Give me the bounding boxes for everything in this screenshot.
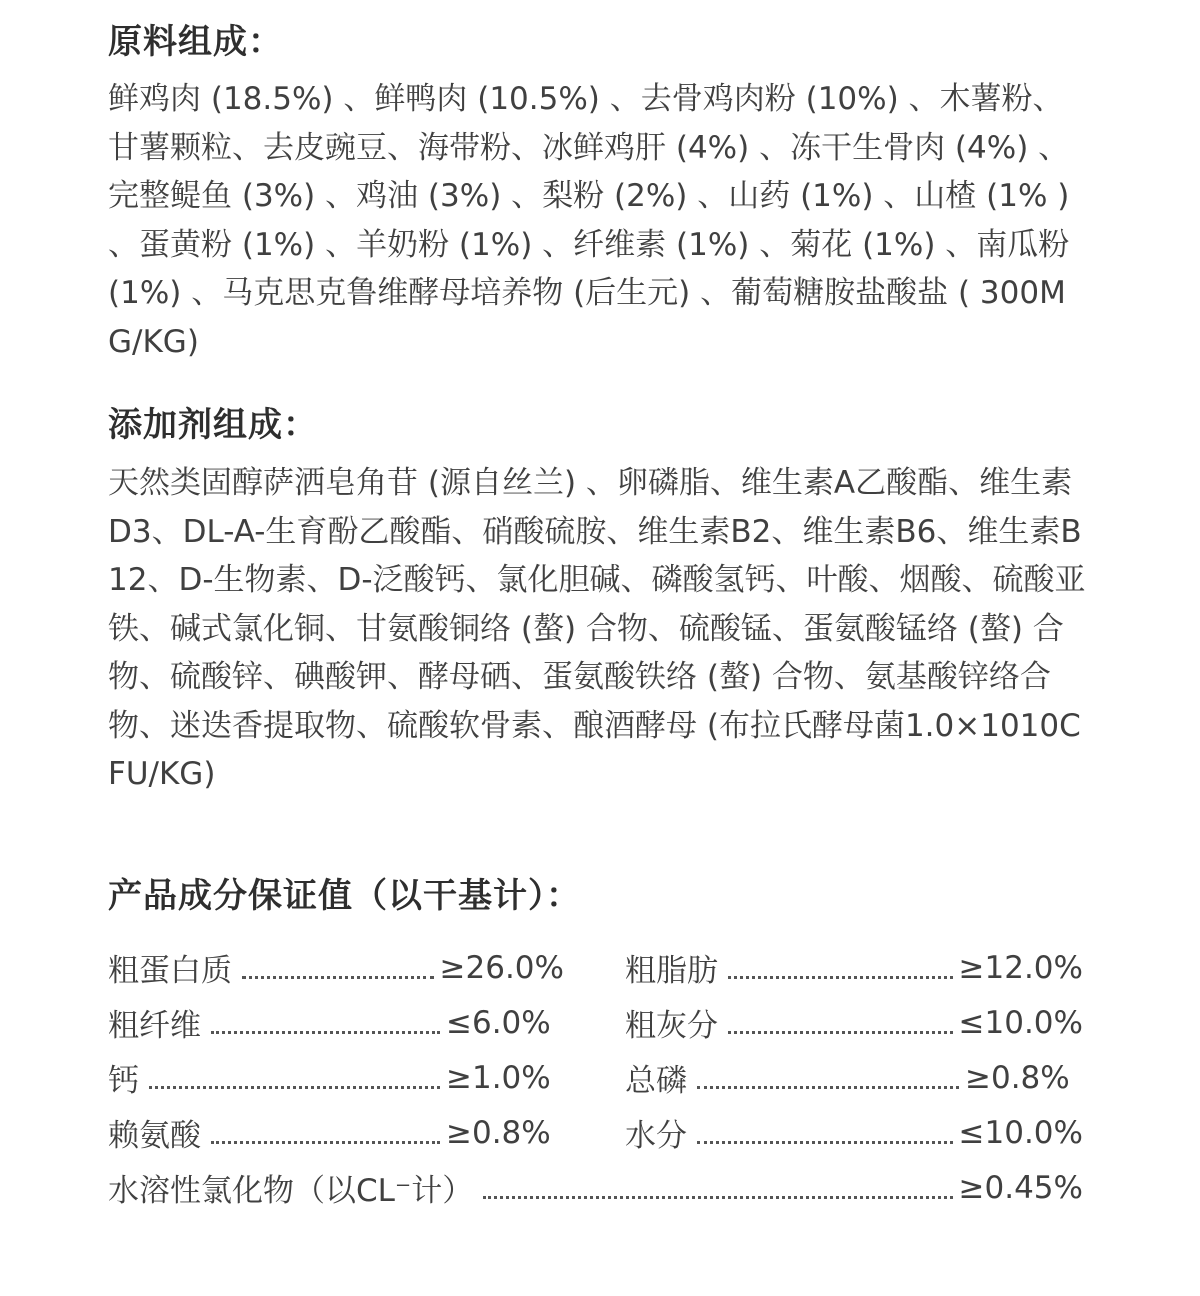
- guarantee-item: [108, 995, 564, 1050]
- guarantee-row: [108, 1160, 1083, 1215]
- additives-title: 添加剂组成：: [108, 405, 318, 445]
- guarantee-table: [108, 940, 1083, 1215]
- guarantee-item-name: 赖氨酸: [108, 1118, 201, 1154]
- guarantee-item-name: 钙: [108, 1063, 139, 1099]
- guarantee-item-value: ≥26.0%: [439, 949, 564, 986]
- dotted-leader: [242, 976, 434, 979]
- guarantee-item: [625, 940, 1083, 995]
- dotted-leader: [211, 1141, 440, 1144]
- dotted-leader: [728, 1031, 953, 1034]
- guarantee-item: [108, 1105, 564, 1160]
- guarantee-item-value: ≥0.45%: [958, 1169, 1083, 1206]
- guarantee-item-value: ≤10.0%: [958, 1004, 1083, 1041]
- guarantee-item-name: 总磷: [625, 1063, 687, 1099]
- dotted-leader: [697, 1086, 959, 1089]
- guarantee-item-value: ≥0.8%: [446, 1114, 551, 1151]
- guarantee-title: 产品成分保证值（以干基计）：: [108, 876, 581, 916]
- guarantee-item-value: ≥0.8%: [965, 1059, 1070, 1096]
- ingredients-text: 鲜鸡肉 (18.5%) 、鲜鸭肉 (10.5%) 、去骨鸡肉粉 (10%) 、木薯粉、甘薯颗粒、去皮豌豆、海带粉、冰鲜鸡肝 (4%) 、冻干生骨肉 (4%) 、完整鳀鱼 (3%) 、鸡油 (3%) 、梨粉 (2%) 、山药 (1%) 、山楂 (1% ) 、蛋黄粉 (1%) 、羊奶粉 (1%) 、纤维素 (1%) 、菊花 (1%) 、南瓜粉 (1%) 、马克思克鲁维酵母培养物 (后生元) 、葡萄糖胺盐酸盐 ( 300MG/KG): [108, 81, 1070, 360]
- guarantee-row: [108, 1050, 1083, 1105]
- guarantee-item-name: 水溶性氯化物（以CL⁻计）: [108, 1173, 474, 1209]
- guarantee-item-name: 水分: [625, 1118, 687, 1154]
- guarantee-item: [625, 1105, 1083, 1160]
- guarantee-row: [108, 995, 1083, 1050]
- dotted-leader: [483, 1196, 952, 1199]
- guarantee-item: [108, 1050, 564, 1105]
- guarantee-item: [625, 1050, 1083, 1105]
- guarantee-item: [625, 995, 1083, 1050]
- dotted-leader: [728, 976, 953, 979]
- guarantee-item: [108, 940, 564, 995]
- guarantee-item-name: 粗脂肪: [625, 953, 718, 989]
- guarantee-item-name: 粗纤维: [108, 1008, 201, 1044]
- guarantee-item-value: ≤10.0%: [958, 1114, 1083, 1151]
- guarantee-item-name: 粗蛋白质: [108, 953, 232, 989]
- guarantee-item-name: 粗灰分: [625, 1008, 718, 1044]
- ingredients-title: 原料组成：: [108, 22, 283, 62]
- guarantee-item-value: ≤6.0%: [446, 1004, 551, 1041]
- guarantee-item-value: ≥12.0%: [958, 949, 1083, 986]
- dotted-leader: [697, 1141, 953, 1144]
- guarantee-row: [108, 940, 1083, 995]
- guarantee-row: [108, 1105, 1083, 1160]
- guarantee-item-value: ≥1.0%: [446, 1059, 551, 1096]
- dotted-leader: [149, 1086, 440, 1089]
- dotted-leader: [211, 1031, 440, 1034]
- additives-text: 天然类固醇萨洒皂角苷 (源自丝兰) 、卵磷脂、维生素A乙酸酯、维生素D3、DL-A-生育酚乙酸酯、硝酸硫胺、维生素B2、维生素B6、维生素B12、D-生物素、D-泛酸钙、氯化胆碱、磷酸氢钙、叶酸、烟酸、硫酸亚铁、碱式氯化铜、甘氨酸铜络 (螯) 合物、硫酸锰、蛋氨酸锰络 (螯) 合物、硫酸锌、碘酸钾、酵母硒、蛋氨酸铁络 (螯) 合物、氨基酸锌络合物、迷迭香提取物、硫酸软骨素、酿酒酵母 (布拉氏酵母菌1.0×1010CFU/KG): [108, 465, 1086, 792]
- guarantee-item: [108, 1160, 1083, 1215]
